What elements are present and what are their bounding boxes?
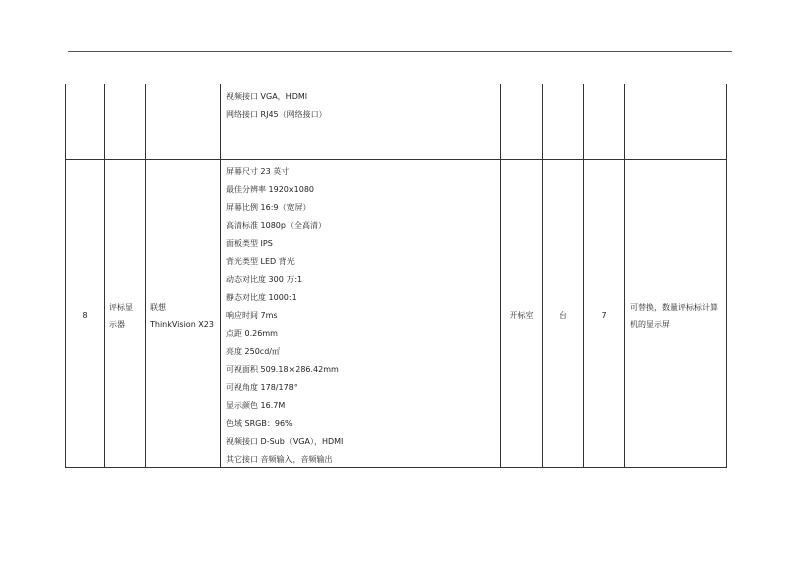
note-line1: 可替换，数量评标标计算: [630, 303, 718, 312]
spec-line: 高清标准 1080p（全高清）: [226, 221, 326, 230]
spec-line: 面板类型 IPS: [226, 239, 273, 248]
unit-cell: 台: [559, 311, 567, 320]
spec-line: 背光类型 LED 背光: [226, 257, 295, 266]
col-border: [624, 84, 625, 468]
col-border: [220, 84, 221, 468]
note-line2: 机的显示屏: [630, 320, 670, 329]
spec-line: 动态对比度 300 万:1: [226, 275, 303, 284]
col-border: [726, 84, 727, 468]
location-cell: 开标室: [509, 311, 534, 320]
spec-line: 视频接口 VGA，HDMI: [226, 92, 308, 101]
col-border: [500, 84, 501, 468]
spec-line: 静态对比度 1000:1: [226, 293, 297, 302]
spec-line: 可视角度 178/178°: [226, 383, 298, 392]
spec-line: 亮度 250cd/㎡: [226, 347, 280, 356]
spec-line: 响应时间 7ms: [226, 311, 278, 320]
spec-line: 色域 SRGB：96%: [226, 419, 293, 428]
brand-line1: 联想: [150, 303, 166, 312]
header-rule: [68, 51, 732, 52]
col-border: [145, 84, 146, 468]
item-name-line1: 评标显: [109, 303, 133, 312]
row-divider: [65, 159, 727, 160]
spec-line: 屏幕尺寸 23 英寸: [226, 167, 290, 176]
item-name-line2: 示器: [109, 320, 125, 329]
table-bottom-border: [65, 467, 727, 468]
spec-line: 视频接口 D-Sub（VGA），HDMI: [226, 437, 344, 446]
spec-line: 最佳分辨率 1920x1080: [226, 185, 314, 194]
col-border: [104, 84, 105, 468]
spec-line: 点距 0.26mm: [226, 329, 278, 338]
brand-model-line2: ThinkVision X23: [150, 320, 214, 329]
quantity-cell: 7: [601, 311, 607, 320]
row-index: 8: [82, 311, 88, 320]
col-border: [65, 84, 66, 468]
spec-line: 屏幕比例 16:9（宽屏）: [226, 203, 311, 212]
col-border: [542, 84, 543, 468]
spec-line: 其它接口 音频输入，音频输出: [226, 455, 333, 464]
spec-line: 网络接口 RJ45（网络接口）: [226, 110, 327, 119]
col-border: [583, 84, 584, 468]
spec-line: 显示颜色 16.7M: [226, 401, 286, 410]
spec-line: 可视面积 509.18×286.42mm: [226, 365, 339, 374]
